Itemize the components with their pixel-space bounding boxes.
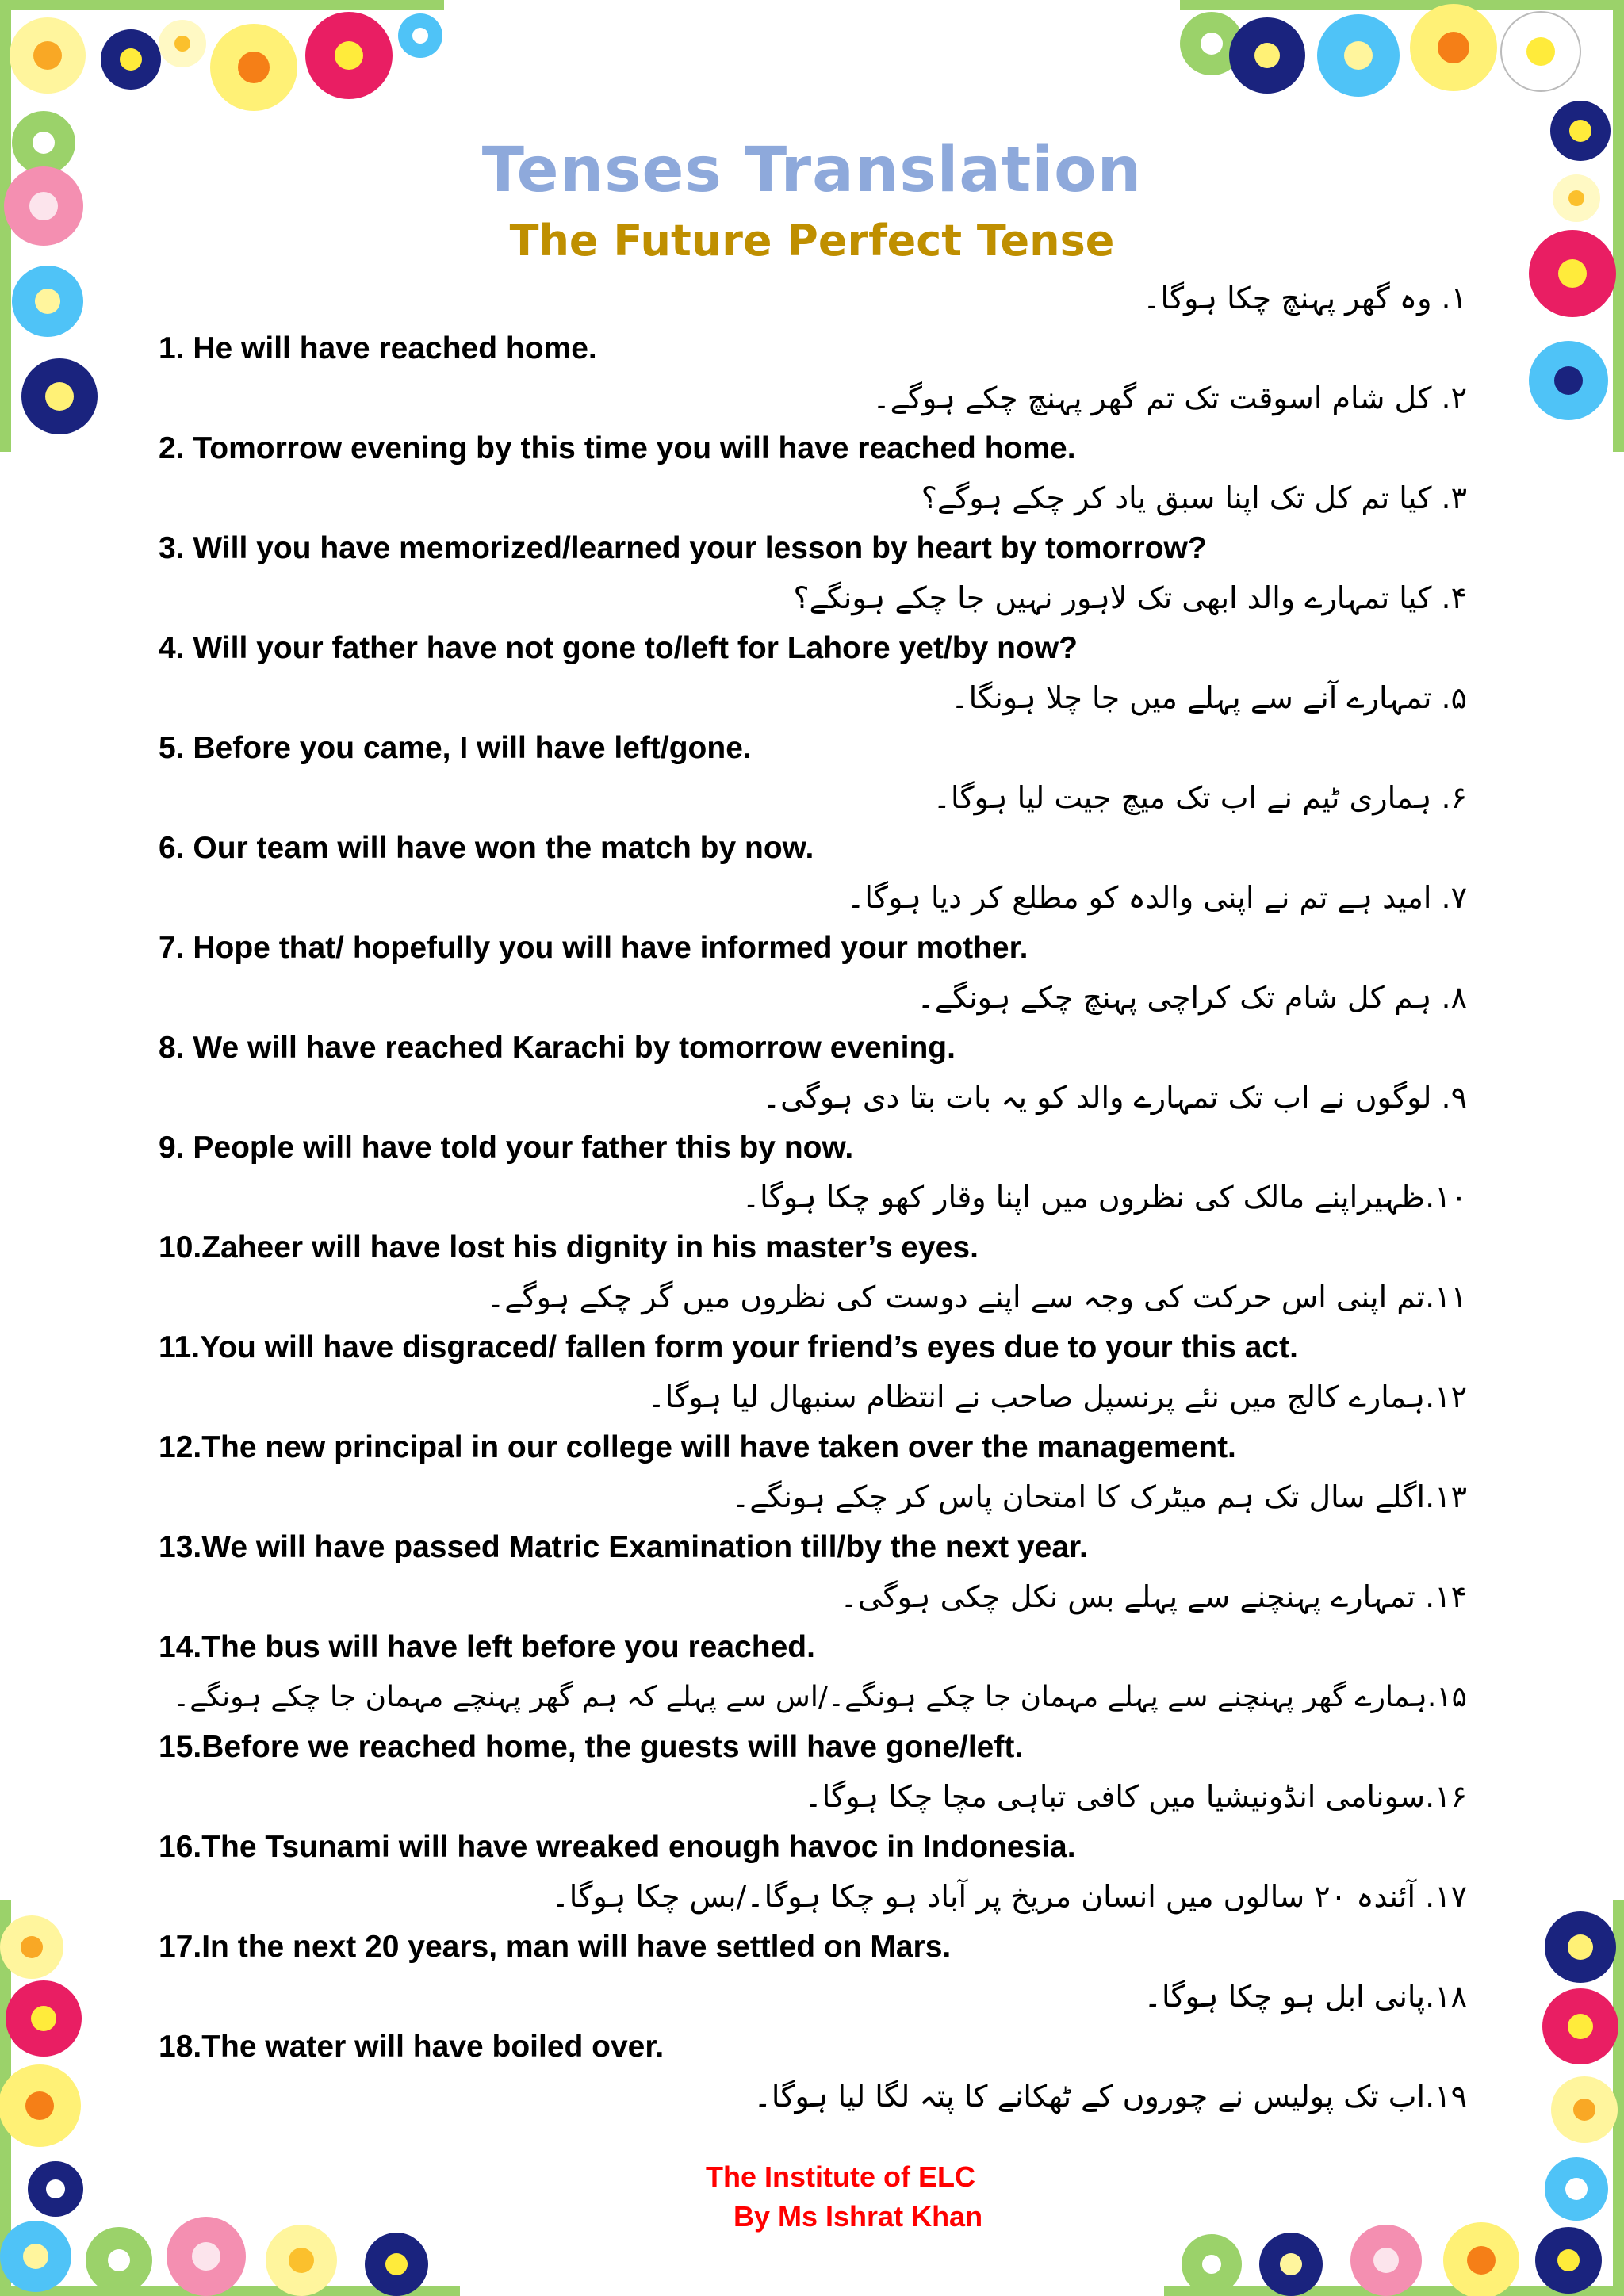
- english-sentence: 2. Tomorrow evening by this time you will have reached home.: [159, 431, 1076, 465]
- flower-icon: [86, 2227, 152, 2294]
- page-title: Tenses Translation: [481, 135, 1143, 206]
- english-sentence: 18.The water will have boiled over.: [159, 2030, 665, 2064]
- footer-institute: The Institute of ELC: [706, 2160, 975, 2193]
- flower-icon: [0, 2221, 71, 2292]
- english-sentence: 9. People will have told your father this by now.: [159, 1131, 854, 1165]
- urdu-sentence: ۱۱.تم اپنی اس حرکت کی وجہ سے اپنے دوست کی نظروں میں گر چکے ہوگے۔: [486, 1280, 1467, 1314]
- english-sentence: 1. He will have reached home.: [159, 331, 597, 365]
- flower-icon: [0, 2064, 81, 2147]
- urdu-sentence: ۱۳.اگلے سال تک ہم میٹرک کا امتحان پاس کر چکے ہونگے۔: [731, 1479, 1467, 1514]
- english-sentence: 17.In the next 20 years, man will have settled on Mars.: [159, 1930, 952, 1964]
- flower-icon: [1535, 2227, 1602, 2294]
- english-sentence: 14.The bus will have left before you reached.: [159, 1630, 815, 1664]
- urdu-sentence: ۷. امید ہے تم نے اپنی والدہ کو مطلع کر دیا ہوگا۔: [847, 880, 1467, 915]
- english-sentence: 12.The new principal in our college will have taken over the management.: [159, 1430, 1236, 1464]
- english-sentence: 8. We will have reached Karachi by tomorrow evening.: [159, 1031, 956, 1065]
- flower-icon: [1529, 341, 1608, 420]
- urdu-sentence: ۱۷. آئندہ ۲۰ سالوں میں انسان مریخ پر آباد ہو چکا ہوگا۔/بس چکا ہوگا۔: [551, 1879, 1467, 1914]
- flower-icon: [1501, 12, 1580, 91]
- flower-icon: [266, 2225, 337, 2296]
- english-sentence: 13.We will have passed Matric Examination till/by the next year.: [159, 1530, 1088, 1564]
- flower-icon: [1410, 4, 1497, 91]
- urdu-sentence: ۴. کیا تمہارے والد ابھی تک لاہور نہیں جا چکے ہونگے؟: [793, 580, 1467, 615]
- flower-icon: [167, 2217, 246, 2296]
- urdu-sentence: ۱۸.پانی ابل ہو چکا ہوگا۔: [1143, 1979, 1467, 2014]
- flower-icon: [12, 266, 83, 337]
- english-sentence: 5. Before you came, I will have left/gone.: [159, 731, 752, 765]
- flower-icon: [1542, 1988, 1618, 2064]
- footer-author: By Ms Ishrat Khan: [733, 2200, 983, 2233]
- flower-icon: [398, 13, 442, 58]
- urdu-sentence: ۱۶.سونامی انڈونیشیا میں کافی تباہی مچا چکا ہوگا۔: [804, 1779, 1467, 1814]
- flower-icon: [6, 1980, 82, 2057]
- flower-icon: [159, 20, 206, 67]
- english-sentence: 7. Hope that/ hopefully you will have informed your mother.: [159, 931, 1028, 965]
- flower-icon: [1350, 2225, 1422, 2296]
- flower-icon: [101, 29, 161, 90]
- flower-icon: [1317, 14, 1400, 97]
- urdu-sentence: ۱۴. تمہارے پہنچنے سے پہلے بس نکل چکی ہوگی۔: [840, 1579, 1467, 1614]
- english-sentence: 4. Will your father have not gone to/left for Lahore yet/by now?: [159, 631, 1078, 665]
- flower-icon: [21, 358, 98, 434]
- flower-icon: [10, 17, 86, 94]
- page-subtitle: The Future Perfect Tense: [509, 216, 1115, 266]
- english-sentence: 15.Before we reached home, the guests will have gone/left.: [159, 1730, 1024, 1764]
- flower-icon: [305, 12, 393, 99]
- urdu-sentence: ۱۵.ہمارے گھر پہنچنے سے پہلے مہمان جا چکے ہونگے۔/اس سے پہلے کہ ہم گھر پہنچے مہمان جا چکے ہونگے۔: [173, 1681, 1467, 1713]
- flower-icon: [1545, 1911, 1616, 1983]
- english-sentence: 6. Our team will have won the match by now.: [159, 831, 814, 865]
- english-sentence: 10.Zaheer will have lost his dignity in his master’s eyes.: [159, 1230, 979, 1265]
- urdu-sentence: ۱۲.ہمارے کالج میں نئے پرنسپل صاحب نے انتظام سنبھال لیا ہوگا۔: [647, 1380, 1467, 1414]
- urdu-sentence: ۳. کیا تم کل تک اپنا سبق یاد کر چکے ہوگے؟: [921, 480, 1467, 515]
- urdu-sentence: ۸. ہم کل شام تک کراچی پہنچ چکے ہونگے۔: [917, 980, 1467, 1015]
- flower-icon: [28, 2161, 83, 2217]
- flower-icon: [1443, 2222, 1519, 2296]
- flower-icon: [0, 1915, 63, 1979]
- flower-icon: [1545, 2157, 1608, 2221]
- english-sentence: 3. Will you have memorized/learned your lesson by heart by tomorrow?: [159, 531, 1207, 565]
- flower-icon: [1182, 2234, 1242, 2294]
- translation-list: [159, 274, 1467, 2122]
- urdu-sentence: ۶. ہماری ٹیم نے اب تک میچ جیت لیا ہوگا۔: [933, 780, 1467, 815]
- flower-icon: [365, 2233, 428, 2296]
- flower-icon: [1259, 2233, 1323, 2296]
- flower-icon: [1551, 2076, 1618, 2143]
- flower-icon: [1229, 17, 1305, 94]
- urdu-sentence: ۲. کل شام اسوقت تک تم گھر پہنچ چکے ہوگے۔: [872, 381, 1467, 415]
- english-sentence: 16.The Tsunami will have wreaked enough havoc in Indonesia.: [159, 1830, 1076, 1864]
- urdu-sentence: ۱۹.اب تک پولیس نے چوروں کے ٹھکانے کا پتہ لگا لیا ہوگا۔: [753, 2079, 1467, 2114]
- urdu-sentence: ۹. لوگوں نے اب تک تمہارے والد کو یہ بات بتا دی ہوگی۔: [762, 1080, 1467, 1115]
- urdu-sentence: ۱. وہ گھر پہنچ چکا ہوگا۔: [1143, 281, 1467, 316]
- urdu-sentence: ۵. تمہارے آنے سے پہلے میں جا چلا ہونگا۔: [951, 680, 1467, 715]
- urdu-sentence: ۱۰.ظہیراپنے مالک کی نظروں میں اپنا وقار کھو چکا ہوگا۔: [741, 1180, 1467, 1215]
- flower-icon: [210, 24, 297, 111]
- english-sentence: 11.You will have disgraced/ fallen form your friend’s eyes due to your this act.: [159, 1330, 1298, 1364]
